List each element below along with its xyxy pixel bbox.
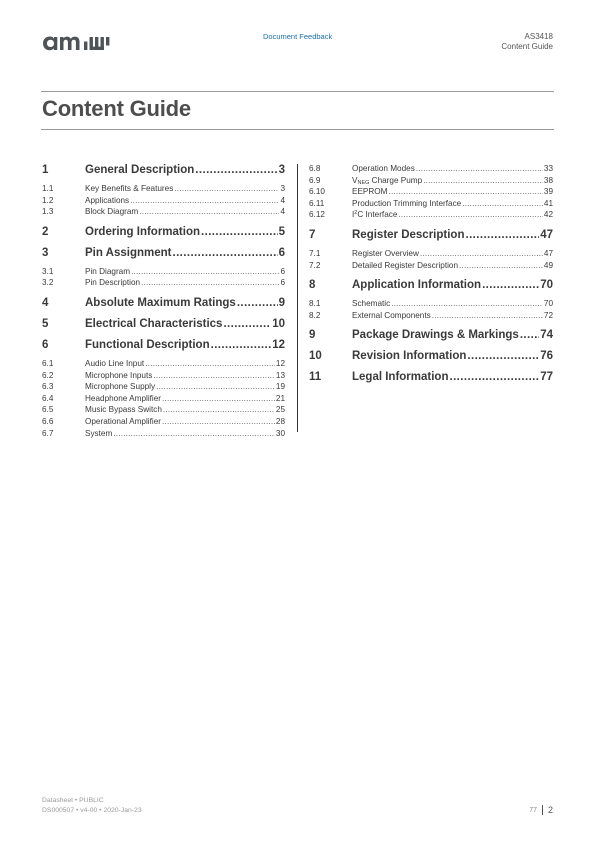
- toc-section-entry[interactable]: [309, 199, 553, 211]
- toc-number: 4: [42, 296, 49, 309]
- toc-leader-dots: [465, 229, 539, 241]
- toc-leader-dots: [156, 382, 275, 391]
- toc-leader-dots: [130, 196, 279, 205]
- toc-section-entry[interactable]: [42, 371, 285, 383]
- toc-page-number: 28: [275, 416, 285, 426]
- toc-chapter-entry[interactable]: [42, 318, 285, 332]
- toc-number: 1.1: [42, 184, 54, 193]
- toc-section-entry[interactable]: [42, 394, 285, 406]
- toc-number: 1: [42, 164, 49, 176]
- toc-label: Detailed Register Description: [352, 260, 459, 270]
- page-title: Content Guide: [42, 96, 191, 121]
- toc-chapter-entry[interactable]: [42, 339, 285, 353]
- ams-logo: [42, 33, 114, 51]
- toc-page-number: 6: [278, 246, 285, 259]
- toc-label: Register Description: [352, 228, 465, 241]
- toc-page-number: 12: [275, 358, 285, 368]
- toc-section-entry[interactable]: [42, 382, 285, 394]
- toc-chapter-entry[interactable]: [42, 247, 285, 261]
- toc-leader-dots: [420, 249, 543, 258]
- toc-number: 1.3: [42, 207, 54, 217]
- toc-leader-dots: [467, 350, 539, 362]
- toc-page-number: 33: [543, 164, 553, 173]
- toc-number: 8: [309, 279, 316, 292]
- toc-label: Block Diagram: [85, 207, 139, 217]
- toc-section-entry[interactable]: [42, 417, 285, 429]
- toc-number: 8.1: [309, 299, 321, 309]
- toc-number: 6.10: [309, 187, 325, 197]
- toc-section-entry[interactable]: [309, 299, 553, 311]
- toc-section-entry[interactable]: [42, 405, 285, 417]
- toc-leader-dots: [162, 394, 275, 403]
- toc-page-number: 30: [275, 428, 285, 438]
- toc-page-number: 39: [543, 187, 553, 197]
- toc-section-entry[interactable]: [309, 164, 553, 176]
- toc-page-number: 76: [540, 350, 553, 363]
- current-page: 2: [547, 805, 553, 815]
- toc-leader-dots: [131, 267, 279, 276]
- toc-page-number: 3: [278, 164, 285, 176]
- toc-number: 7: [309, 228, 316, 241]
- toc-page-number: 5: [278, 225, 285, 238]
- toc-number: 1.2: [42, 195, 54, 205]
- toc-page-number: 25: [275, 405, 285, 415]
- toc-chapter-entry[interactable]: [309, 329, 553, 343]
- column-divider: [297, 164, 298, 432]
- toc-number: 11: [309, 371, 322, 384]
- toc-section-entry[interactable]: [42, 359, 285, 371]
- toc-section-entry[interactable]: [42, 207, 285, 219]
- toc-leader-dots: [153, 371, 275, 380]
- toc-label: Legal Information: [352, 371, 449, 384]
- toc-number: 6.5: [42, 405, 54, 415]
- toc-page-number: 47: [540, 228, 553, 241]
- toc-section-entry[interactable]: [42, 184, 285, 196]
- toc-label: Microphone Supply: [85, 382, 156, 392]
- toc-leader-dots: [195, 164, 277, 176]
- toc-number: 7.2: [309, 260, 321, 270]
- toc-page-number: 4: [280, 195, 285, 205]
- toc-label: Pin Diagram: [85, 266, 131, 276]
- toc-number: 6.7: [42, 428, 54, 438]
- toc-number: 3: [42, 246, 49, 259]
- header-info: [501, 32, 553, 52]
- toc-section-entry[interactable]: [42, 196, 285, 208]
- toc-number: 10: [309, 350, 322, 363]
- toc-label: Applications: [85, 195, 130, 205]
- toc-leader-dots: [398, 210, 543, 219]
- toc-page-number: 10: [272, 317, 285, 330]
- toc-label: VNEG Charge Pump: [352, 175, 423, 186]
- toc-number: 9: [309, 329, 316, 342]
- toc-number: 6.6: [42, 416, 54, 426]
- toc-label: Pin Assignment: [85, 246, 172, 259]
- toc-number: 6.4: [42, 393, 54, 403]
- toc-chapter-entry[interactable]: [309, 229, 553, 243]
- toc-chapter-entry[interactable]: [309, 371, 553, 385]
- page-separator: [542, 805, 543, 815]
- toc-page-number: 70: [540, 279, 553, 292]
- toc-leader-dots: [162, 417, 275, 426]
- toc-label: External Components: [352, 310, 431, 320]
- toc-section-entry[interactable]: [309, 249, 553, 261]
- toc-right-column: [309, 164, 553, 385]
- toc-leader-dots: [482, 279, 539, 291]
- toc-leader-dots: [391, 299, 543, 308]
- toc-leader-dots: [389, 187, 543, 196]
- toc-page-number: 72: [543, 310, 553, 320]
- toc-label: Key Benefits & Features: [85, 184, 174, 193]
- toc-number: 6.1: [42, 358, 54, 368]
- toc-page-number: 6: [280, 278, 285, 288]
- toc-leader-dots: [174, 184, 279, 193]
- toc-chapter-entry[interactable]: [42, 297, 285, 311]
- toc-number: 8.2: [309, 310, 321, 320]
- toc-leader-dots: [520, 329, 539, 341]
- toc-section-entry[interactable]: [309, 176, 553, 188]
- toc-page-number: 9: [278, 296, 285, 309]
- footer-classification: Datasheet • PUBLIC: [42, 797, 104, 804]
- toc-label: Register Overview: [352, 248, 419, 258]
- toc-label: EEPROM: [352, 187, 388, 197]
- toc-label: Ordering Information: [85, 225, 200, 238]
- toc-left-column: [42, 164, 285, 440]
- toc-page-number: 38: [543, 175, 553, 185]
- toc-page-number: 13: [275, 370, 285, 380]
- footer-doc-id: DS000507 • v4-00 • 2020-Jan-23: [42, 806, 142, 814]
- toc-label: Operational Amplifier: [85, 416, 161, 426]
- title-rule: [41, 129, 554, 130]
- toc-label: Microphone Inputs: [85, 370, 153, 380]
- toc-page-number: 77: [540, 371, 553, 384]
- toc-leader-dots: [462, 199, 543, 208]
- toc-section-entry[interactable]: [309, 261, 553, 273]
- toc-leader-dots: [139, 207, 279, 216]
- toc-label: Production Trimming Interface: [352, 198, 462, 208]
- toc-label: Revision Information: [352, 350, 467, 363]
- header-rule: [41, 91, 554, 92]
- toc-leader-dots: [423, 176, 543, 185]
- toc-label: Operation Modes: [352, 164, 415, 173]
- toc-section-entry[interactable]: [42, 278, 285, 290]
- toc-page-number: 70: [543, 299, 553, 309]
- toc-label: Schematic: [352, 299, 391, 309]
- toc-chapter-entry[interactable]: [42, 226, 285, 240]
- toc-number: 6.11: [309, 198, 325, 208]
- toc-page-number: 21: [275, 393, 285, 403]
- toc-page-number: 42: [543, 210, 553, 220]
- toc-leader-dots: [223, 318, 271, 330]
- toc-leader-dots: [416, 164, 543, 173]
- toc-number: 7.1: [309, 248, 321, 258]
- document-feedback-link[interactable]: Document Feedback: [263, 32, 333, 41]
- page-number: [529, 805, 553, 815]
- toc-number: 6.8: [309, 164, 321, 173]
- product-name: AS3418: [524, 32, 553, 41]
- toc-label: Electrical Characteristics: [85, 317, 223, 330]
- toc-label: Package Drawings & Markings: [352, 329, 519, 342]
- toc-label: Audio Line Input: [85, 358, 145, 368]
- toc-label: Functional Description: [85, 338, 210, 351]
- toc-page-number: 49: [543, 260, 553, 270]
- toc-leader-dots: [449, 371, 539, 383]
- toc-page-number: 19: [275, 382, 285, 392]
- toc-page-number: 74: [540, 329, 553, 342]
- toc-section-entry[interactable]: [309, 311, 553, 323]
- toc-chapter-entry[interactable]: [309, 350, 553, 364]
- toc-section-entry[interactable]: [42, 429, 285, 441]
- toc-number: 6.3: [42, 382, 54, 392]
- toc-label: Pin Description: [85, 278, 141, 288]
- toc-leader-dots: [145, 359, 275, 368]
- toc-number: 3.2: [42, 278, 54, 288]
- toc-page-number: 47: [543, 248, 553, 258]
- toc-leader-dots: [163, 405, 275, 414]
- toc-leader-dots: [459, 261, 543, 270]
- toc-label: General Description: [85, 164, 195, 176]
- toc-number: 3.1: [42, 266, 54, 276]
- toc-label: Music Bypass Switch: [85, 405, 162, 415]
- toc-number: 6.2: [42, 370, 54, 380]
- toc-page-number: 12: [272, 338, 285, 351]
- toc-leader-dots: [432, 311, 543, 320]
- toc-chapter-entry[interactable]: [309, 279, 553, 293]
- toc-chapter-entry[interactable]: [42, 164, 285, 178]
- toc-number: 6.9: [309, 175, 321, 185]
- toc-label: Application Information: [352, 279, 482, 292]
- toc-page-number: 4: [280, 207, 285, 217]
- toc-number: 6.12: [309, 210, 325, 220]
- toc-leader-dots: [237, 297, 278, 309]
- toc-label: $I^2C$ Interface: [352, 210, 398, 220]
- toc-number: 2: [42, 225, 49, 238]
- toc-page-number: 6: [280, 266, 285, 276]
- toc-section-entry[interactable]: [42, 267, 285, 279]
- toc-number: 5: [42, 317, 49, 330]
- footer-info: [42, 796, 142, 815]
- toc-number: 6: [42, 338, 49, 351]
- toc-leader-dots: [113, 429, 275, 438]
- toc-label: Absolute Maximum Ratings: [85, 296, 236, 309]
- header-section: Content Guide: [501, 42, 553, 51]
- toc-page-number: 3: [280, 184, 285, 193]
- toc-label: Headphone Amplifier: [85, 393, 162, 403]
- toc-section-entry[interactable]: [309, 187, 553, 199]
- total-pages: 77: [529, 806, 537, 814]
- toc-leader-dots: [172, 247, 277, 259]
- toc-leader-dots: [211, 339, 272, 351]
- toc-leader-dots: [201, 226, 278, 238]
- toc-leader-dots: [141, 278, 279, 287]
- toc-section-entry[interactable]: [309, 210, 553, 222]
- toc-page-number: 41: [543, 198, 553, 208]
- toc-label: System: [85, 428, 113, 438]
